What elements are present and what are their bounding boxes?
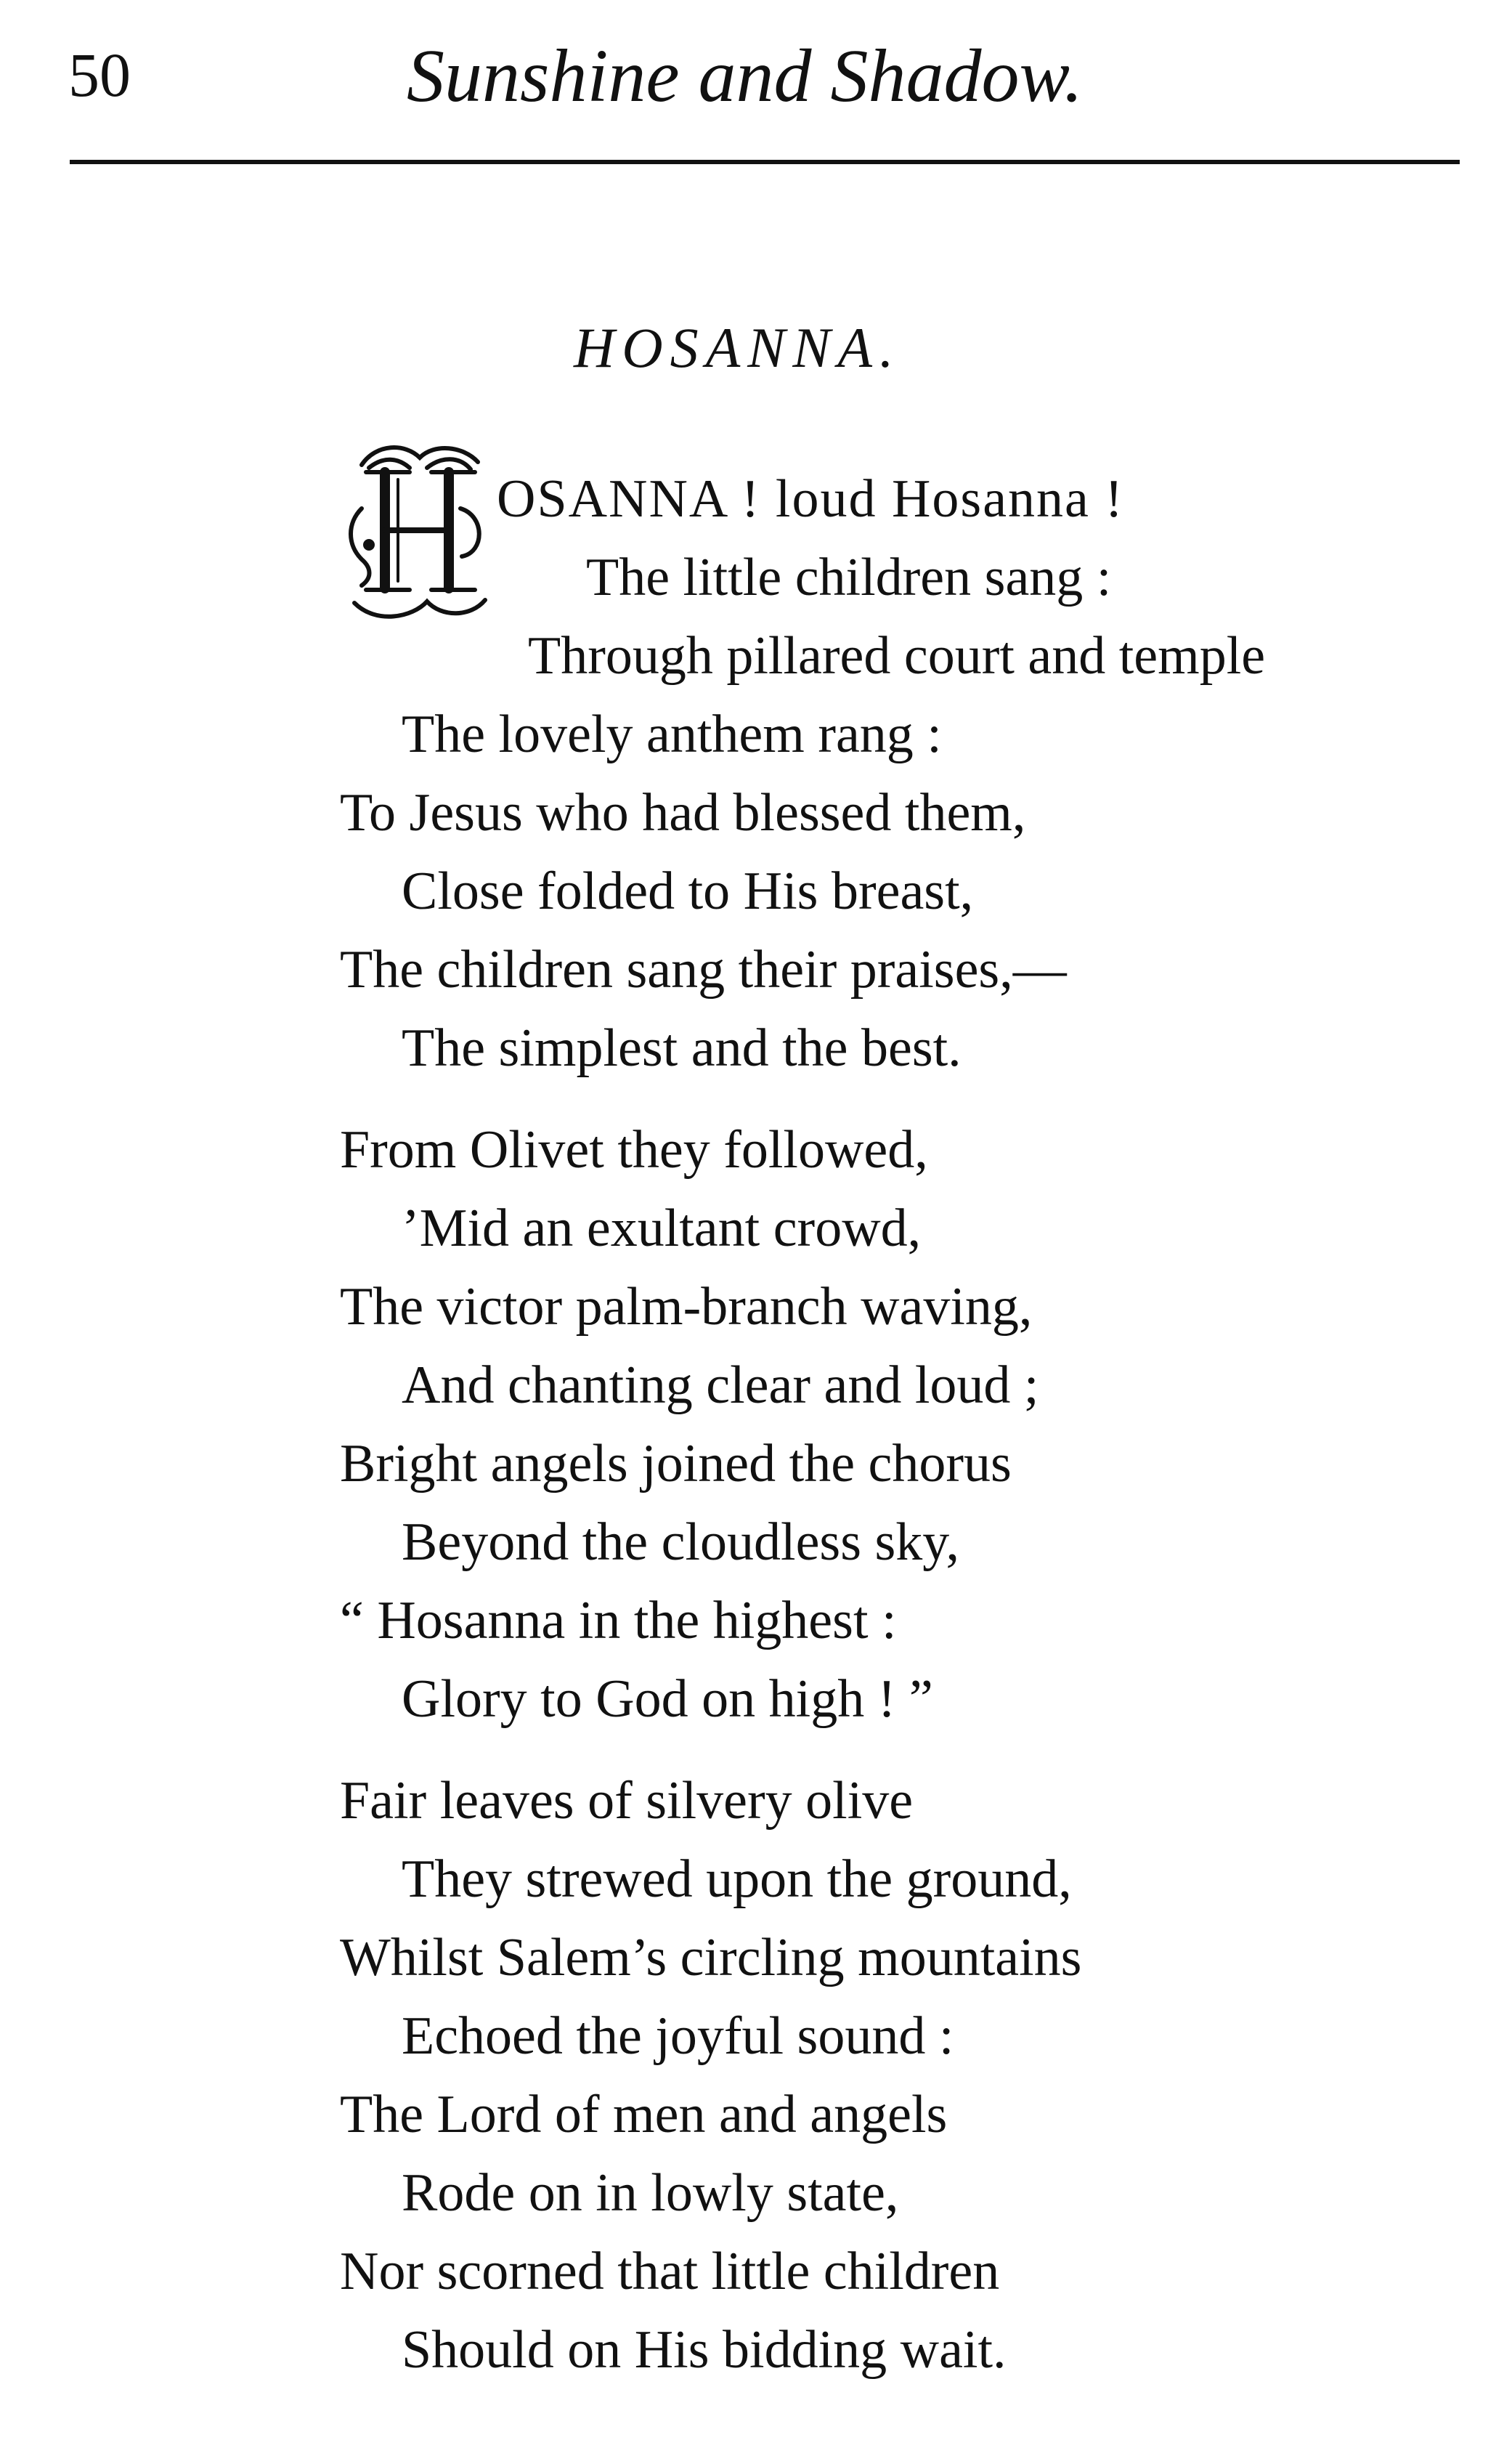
- poem-line: Whilst Salem’s circling mountains: [340, 1928, 1082, 1987]
- poem-line: Through pillared court and temple: [528, 626, 1266, 686]
- poem-line: Should on His bidding wait.: [402, 2320, 1007, 2380]
- poem-line: ’Mid an exultant crowd,: [402, 1199, 922, 1258]
- poem-line: [497, 469, 1125, 529]
- page-number: 50: [68, 40, 131, 110]
- poem-line: To Jesus who had blessed them,: [340, 783, 1026, 843]
- poem-line: Glory to God on high ! ”: [402, 1669, 933, 1729]
- poem-line: And chanting clear and loud ;: [402, 1355, 1039, 1415]
- poem-line: They strewed upon the ground,: [402, 1849, 1072, 1909]
- poem-line: The little children sang :: [586, 548, 1112, 607]
- poem-line: “ Hosanna in the highest :: [340, 1591, 897, 1650]
- poem-title: HOSANNA.: [574, 316, 901, 379]
- poem-line: From Olivet they followed,: [340, 1120, 928, 1180]
- poem-line: The victor palm-branch waving,: [340, 1277, 1033, 1337]
- poem-line: Echoed the joyful sound :: [402, 2006, 954, 2066]
- poem-line: Beyond the cloudless sky,: [402, 1512, 960, 1572]
- header-rule: [70, 160, 1460, 164]
- running-title: Sunshine and Shadow.: [407, 34, 1084, 118]
- poem-line: Rode on in lowly state,: [402, 2163, 899, 2223]
- poem-line: Fair leaves of silvery olive: [340, 1771, 914, 1831]
- poem-line: The lovely anthem rang :: [402, 705, 942, 764]
- poem-line: Close folded to His breast,: [402, 862, 974, 921]
- ornamental-dropcap-icon: [340, 436, 500, 625]
- poem-line: The simplest and the best.: [402, 1018, 962, 1078]
- poem-line: Bright angels joined the chorus: [340, 1434, 1012, 1493]
- poem-line: The Lord of men and angels: [340, 2085, 948, 2144]
- poem-line: The children sang their praises,—: [340, 940, 1067, 1000]
- poem-line: Nor scorned that little children: [340, 2242, 1000, 2301]
- first-line-text: OSANNA ! loud Hosanna !: [497, 469, 1125, 529]
